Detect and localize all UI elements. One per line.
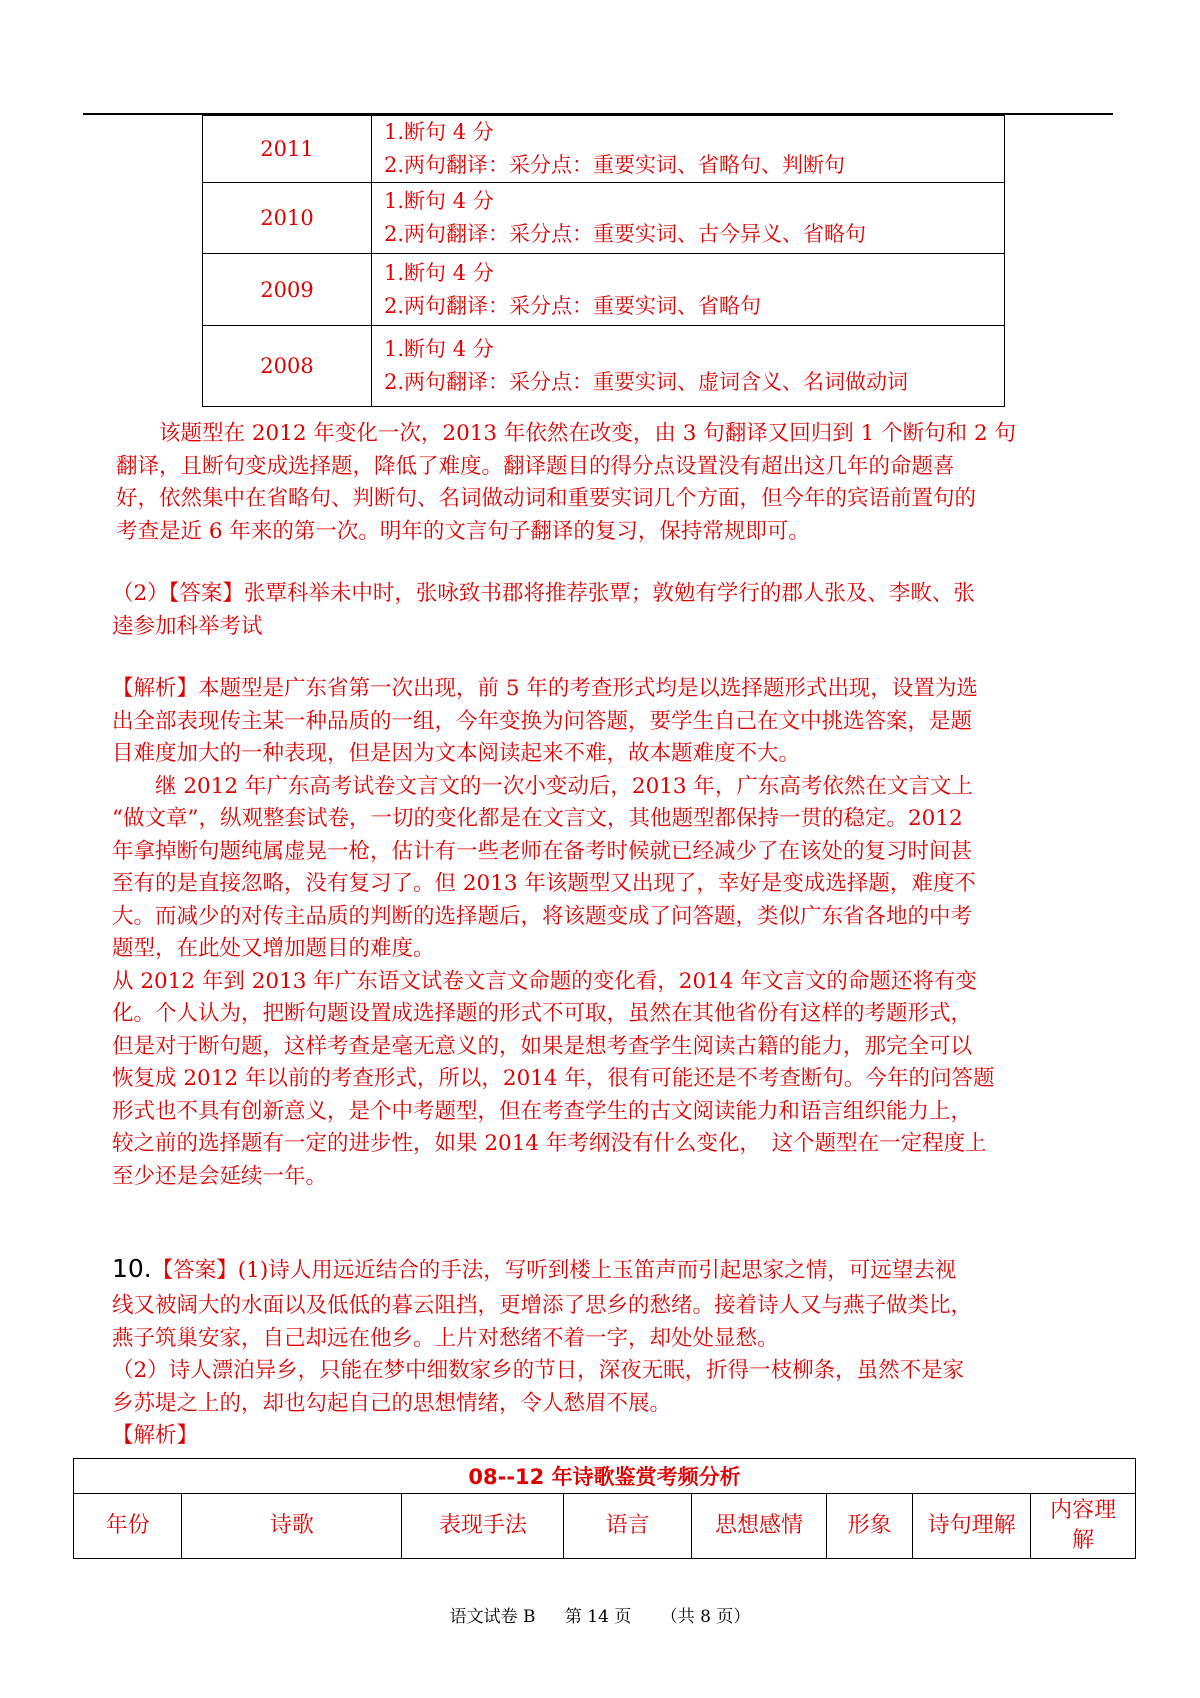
paragraph-trend [116,418,1101,548]
text-line: 恢复成 2012 年以前的考查形式，所以，2014 年，很有可能还是不考查断句。今年的问答题 [112,1066,995,1091]
table-row [203,326,1005,407]
scoring-table [202,115,1005,407]
scoring-line: 2.两句翻译：采分点：重要实词、省略句、判断句 [384,153,846,177]
text-line: 较之前的选择题有一定的进步性，如果 2014 年考纲没有什么变化， 这个题型在一定程度上 [112,1131,987,1156]
text-line: “做文章”，纵观整套试卷，一切的变化都是在文言文，其他题型都保持一贯的稳定。2012 [112,806,963,831]
text-line: 但是对于断句题，这样考查是毫无意义的，如果是想考查学生阅读古籍的能力，那完全可以 [112,1033,973,1059]
text-line: 大。而减少的对传主品质的判断的选择题后，将该题变成了问答题，类似广东省各地的中考 [112,903,973,929]
text-line: 线又被阔大的水面以及低低的暮云阻挡，更增添了思乡的愁绪。接着诗人又与燕子做类比， [112,1293,973,1318]
scoring-cell [372,183,1005,254]
text-line: 形式也不具有创新意义，是个中考题型，但在考查学生的古文阅读能力和语言组织能力上， [112,1098,973,1124]
text-line: 至少还是会延续一年。 [112,1163,328,1189]
scoring-line: 2.两句翻译：采分点：重要实词、省略句 [384,293,762,318]
scoring-cell [372,326,1005,407]
text-line: 目难度加大的一种表现，但是因为文本阅读起来不难，故本题难度不大。 [112,741,801,766]
table-row [203,254,1005,326]
answer-2 [112,578,1097,643]
year-cell: 2008 [203,326,372,407]
text-line: 该题型在 2012 年变化一次，2013 年依然在改变，由 3 句翻译又回归到 1 个断句和 2 句 [116,421,1016,446]
scoring-line: 1.断句 4 分 [384,260,494,285]
text-line: 出全部表现传主某一种品质的一组，今年变换为问答题，要学生自己在文中挑选答案，是题 [112,708,973,734]
year-cell: 2010 [203,183,372,254]
text-line: （2）【答案】张覃科举未中时，张咏致书郡将推荐张覃；敦勉有学行的郡人张及、李畋、张 [112,581,975,606]
text-line: 翻译，且断句变成选择题，降低了难度。翻译题目的得分点设置没有超出这几年的命题喜 [116,453,955,479]
table-row [203,183,1005,254]
text-line: 化。个人认为，把断句题设置成选择题的形式不可取，虽然在其他省份有这样的考题形式， [112,1001,973,1026]
footer-total: （共 8 页） [660,1607,751,1627]
column-header: 诗句理解 [912,1494,1030,1559]
question-10 [112,1250,1097,1453]
year-cell: 2011 [203,116,372,183]
table-header-row [74,1494,1136,1559]
text-line: 【解析】 [112,1423,199,1448]
answer-first-line: 【答案】(1)诗人用远近结合的手法，写听到楼上玉笛声而引起思家之情，可远望去视 [151,1258,957,1283]
footer-page: 第 14 页 [564,1607,632,1627]
text-line: 燕子筑巢安家，自己却远在他乡。上片对愁绪不着一字，却处处显愁。 [112,1325,779,1351]
scoring-line: 1.断句 4 分 [384,189,494,213]
text-line: 考查是近 6 年来的第一次。明年的文言句子翻译的复习，保持常规即可。 [116,518,810,544]
column-header: 内容理解 [1031,1494,1136,1559]
poetry-frequency-table [73,1458,1136,1559]
year-cell: 2009 [203,254,372,326]
text-line: 继 2012 年广东高考试卷文言文的一次小变动后，2013 年，广东高考依然在文言文上 [112,773,973,799]
question-number: 10. [112,1254,152,1283]
scoring-cell [372,116,1005,183]
text-line: 年拿掉断句题纯属虚晃一枪，估计有一些老师在备考时候就已经减少了在该处的复习时间甚 [112,838,973,864]
text-line: 题型，在此处又增加题目的难度。 [112,936,435,961]
table-title: 08--12 年诗歌鉴赏考频分析 [74,1459,1136,1494]
page-footer [0,1602,1200,1627]
scoring-line: 1.断句 4 分 [384,337,494,361]
scoring-line: 2.两句翻译：采分点：重要实词、古今异义、省略句 [384,222,867,246]
text-line: 乡苏堤之上的，却也勾起自己的思想情绪，令人愁眉不展。 [112,1390,672,1416]
column-header: 表现手法 [402,1494,564,1559]
text-line: 好，依然集中在省略句、判断句、名词做动词和重要实词几个方面，但今年的宾语前置句的 [116,486,977,511]
text-line: 逵参加科举考试 [112,613,263,639]
column-header: 诗歌 [182,1494,402,1559]
analysis-block [112,673,1097,1193]
table-row [203,116,1005,183]
text-line: 【解析】本题型是广东省第一次出现，前 5 年的考查形式均是以选择题形式出现，设置为选 [112,676,978,701]
scoring-cell [372,254,1005,326]
text-line: 从 2012 年到 2013 年广东语文试卷文言文命题的变化看，2014 年文言文的命题还将有变 [112,968,977,994]
column-header: 语言 [564,1494,691,1559]
text-line: 至有的是直接忽略，没有复习了。但 2013 年该题型又出现了，幸好是变成选择题，难度不 [112,871,976,896]
footer-exam: 语文试卷 B [449,1607,536,1627]
scoring-line: 1.断句 4 分 [384,120,494,144]
scoring-line: 2.两句翻译：采分点：重要实词、虚词含义、名词做动词 [384,370,909,394]
column-header: 思想感情 [691,1494,826,1559]
text-line: （2）诗人漂泊异乡，只能在梦中细数家乡的节日，深夜无眠，折得一枝柳条，虽然不是家 [112,1358,965,1383]
column-header: 年份 [74,1494,182,1559]
table-title-row [74,1459,1136,1494]
text-line [112,1250,1097,1290]
column-header: 形象 [827,1494,913,1559]
